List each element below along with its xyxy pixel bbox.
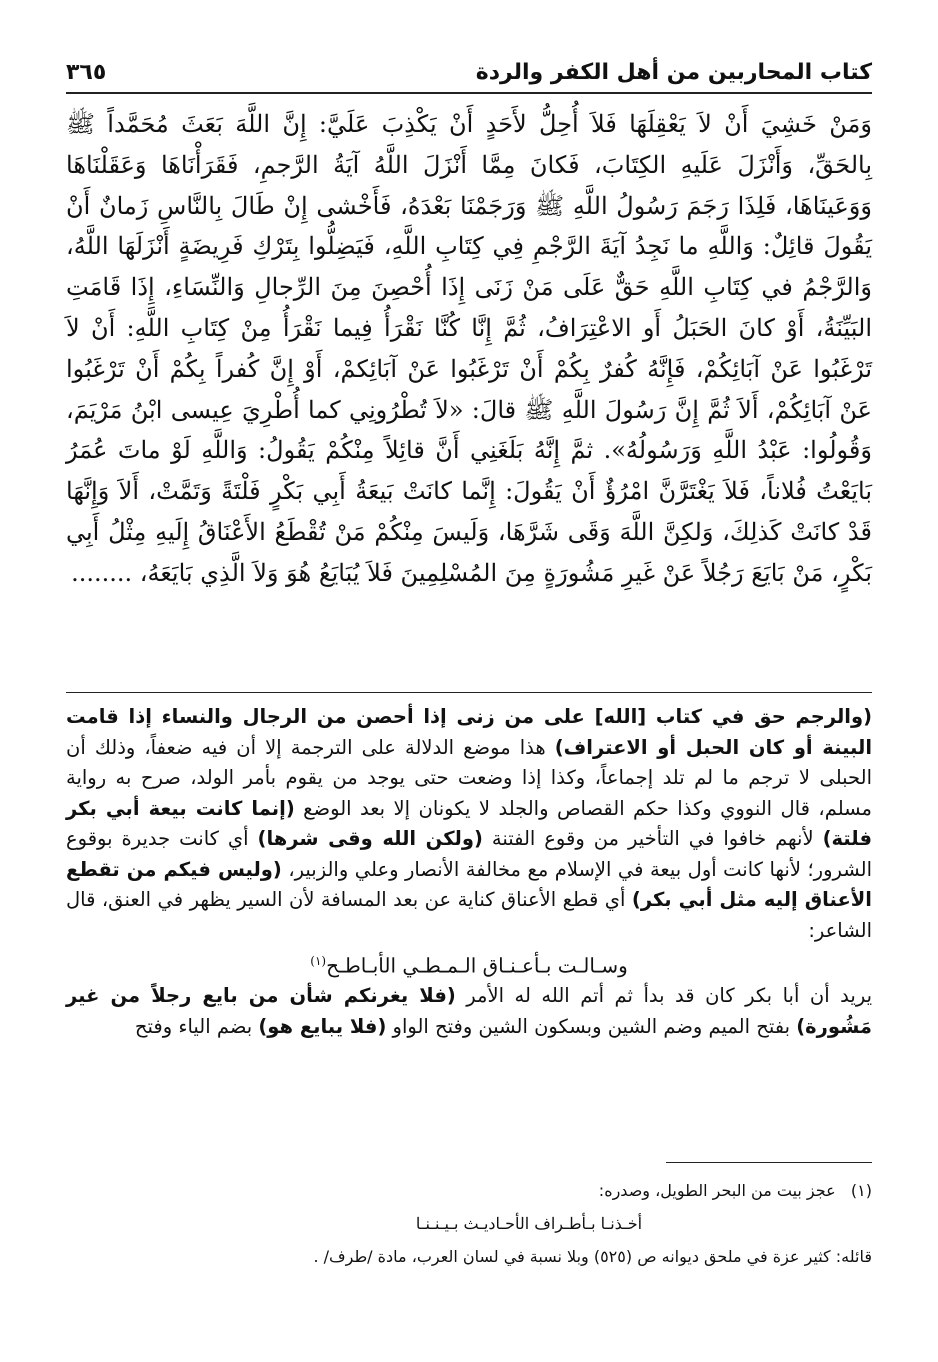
quoted-phrase: (إنما كانت بيعة أبي بكر فلتة) <box>66 796 872 850</box>
commentary-text: هذا موضع الدلالة على الترجمة إلا أن فيه ضعفاً، وذلك أن الحبلى لا ترجم ما لم تلد إجماعاً، وكذا إذا وضعت حتى يوجد من يقوم بأمر الولد، صرح به رواية مسلم، قال النووي وكذا حكم القصاص والجلد لا يكونان إلا بعد الوضع <box>66 735 872 820</box>
quoted-phrase: (فلا يغرنكم شأن من بايع رجلاً من غير مَشُورة) <box>66 984 872 1038</box>
commentary-text: أي قطع الأعناق كناية عن بعد المسافة لأن السير يظهر في العنق، قال الشاعر: <box>66 888 872 942</box>
quoted-phrase: (فلا يبايع هو) <box>258 1014 387 1038</box>
hadith-paragraph: وَمَنْ خَشِيَ أَنْ لاَ يَعْقِلَهَا فَلاَ أُحِلُّ لأَحَدٍ أَنْ يَكْذِبَ عَلَيَّ: إِنَّ اللَّهَ بَعَثَ مُحَمَّداً ﷺ بِالحَقِّ، وَأَنْزَلَ عَلَيهِ الكِتَابَ، فَكانَ مِمَّا أَنْزَلَ اللَّهُ آيَةُ الرَّجمِ، فَقَرَأْنَاهَا وَعَقَلْنَاهَا وَوَعَينَاهَا، فَلِذَا رَجَمَ رَسُولُ اللَّهِ ﷺ وَرَجَمْنَا بَعْدَهُ، فَأَخْشى إِنْ طَالَ بِالنَّاسِ زَمانٌ أَنْ يَقُولَ قائِلٌ: وَاللَّهِ ما نَجِدُ آيَةَ الرَّجْمِ فِي كِتَابِ اللَّهِ، فَيَضِلُّوا بِتَرْكِ فَرِيضَةٍ أَنْزَلَهَا اللَّهُ، وَالرَّجْمُ في كِتَابِ اللَّهِ حَقٌّ عَلَى مَنْ زَنَى إِذَا أُحْصِنَ مِنَ الرِّجالِ وَالنِّسَاءِ، إِذَا قَامَتِ البَيِّنَةُ، أَوْ كانَ الحَبَلُ أَو الاعْتِرَافُ، ثُمَّ إِنَّا كُنَّا نَقْرَأُ فِيما نَقْرَأُ مِنْ كِتَابِ اللَّهِ: أَنْ لاَ تَرْغَبُوا عَنْ آبَائِكُمْ، فَإِنَّهُ كُفرٌ بِكُمْ أَنْ تَرْغَبُوا عَنْ آبَائِكمْ، أَوْ إِنَّ كُفراً بِكُمْ أَنْ تَرْغَبُوا عَنْ آبَائِكُمْ، أَلاَ ثُمَّ إِنَّ رَسُولَ اللَّهِ ﷺ قالَ: «لاَ تُطْرُونِي كما أُطْرِيَ عِيسى ابْنُ مَرْيَمَ، وَقُولُوا: عَبْدُ اللَّهِ وَرَسُولُهُ». ثمَّ إِنَّهُ بَلَغَنِي أَنَّ قائِلاً مِنْكُمْ يَقُولُ: وَاللَّهِ لَوْ ماتَ عُمَرُ بَايَعْتُ فُلاناً، فَلاَ يَغْتَرَّنَّ امْرُؤٌ أَنْ يَقُولَ: إِنَّما كانَتْ بَيعَةُ أَبِي بَكْرٍ فَلْتَةً وَتَمَّتْ، أَلاَ وَإِنَّهَا قَدْ كانَتْ كَذلِكَ، وَلكِنَّ اللَّهَ وَقَى شَرَّهَا، وَلَيسَ مِنْكُمْ مَنْ تُقْطَعُ الأَعْنَاقُ إِلَيهِ مِثْلُ أَبِي بَكْرٍ، مَنْ بَايَعَ رَجُلاً عَنْ غَيرِ مَشُورَةٍ مِنَ المُسْلِمِينَ فَلاَ يُبَايَعُ هُوَ وَلاَ الَّذِي بَايَعَهُ، ........ <box>66 110 872 587</box>
commentary-paragraph <box>66 702 872 946</box>
commentary-text: بضم الياء وفتح <box>134 1014 259 1038</box>
footnote-divider <box>666 1162 872 1163</box>
quoted-phrase: (ولكن الله وقى شرها) <box>257 827 483 850</box>
commentary-text: يريد أن أبا بكر كان قد بدأ ثم أتم الله له الأمر <box>455 984 873 1008</box>
quoted-phrase: (والرجم حق في كتاب [الله] على من زنى إذا أحصن من الرجال والنساء إذا قامت البينة أو كان الحبل أو الاعتراف) <box>66 705 873 759</box>
commentary-paragraph <box>66 981 872 1042</box>
verse-text: وسـالـت بـأعـنـاق الـمـطـي الأبـاطـح <box>326 953 628 978</box>
footnotes <box>66 1174 872 1273</box>
commentary <box>66 702 872 1042</box>
commentary-text: أي كانت جديرة بوقوع الشرور؛ لأنها كانت أول بيعة في الإسلام مع مخالفة الأنصار وعلي والزبير، <box>66 827 872 881</box>
page-number: ٣٦٥ <box>66 59 107 85</box>
footnote-marker: (١) <box>850 1181 872 1200</box>
poetry-verse <box>66 946 872 981</box>
page-header <box>66 52 872 94</box>
hadith-text <box>66 104 872 594</box>
quoted-phrase: (وليس فيكم من تقطع الأعناق إليه مثل أبي بكر) <box>66 857 872 911</box>
footnote-text: عجز بيت من البحر الطويل، وصدره: <box>598 1181 836 1200</box>
running-title: كتاب المحاربين من أهل الكفر والردة <box>475 59 872 85</box>
footnote-verse: أخـذنـا بـأطـراف الأحـاديـث بـيـنـنـا <box>415 1214 643 1233</box>
commentary-text: لأنهم خافوا في التأخير من وقوع الفتنة <box>482 827 823 850</box>
section-divider <box>66 692 872 693</box>
footnote-line <box>66 1174 872 1207</box>
footnote-reference: (١) <box>310 954 327 968</box>
commentary-text: بفتح الميم وضم الشين وبسكون الشين وفتح الواو <box>386 1014 797 1038</box>
footnote-source: قائله: كثير عزة في ملحق ديوانه ص (٥٢٥) وبلا نسبة في لسان العرب، مادة /طرف/ . <box>313 1247 872 1266</box>
